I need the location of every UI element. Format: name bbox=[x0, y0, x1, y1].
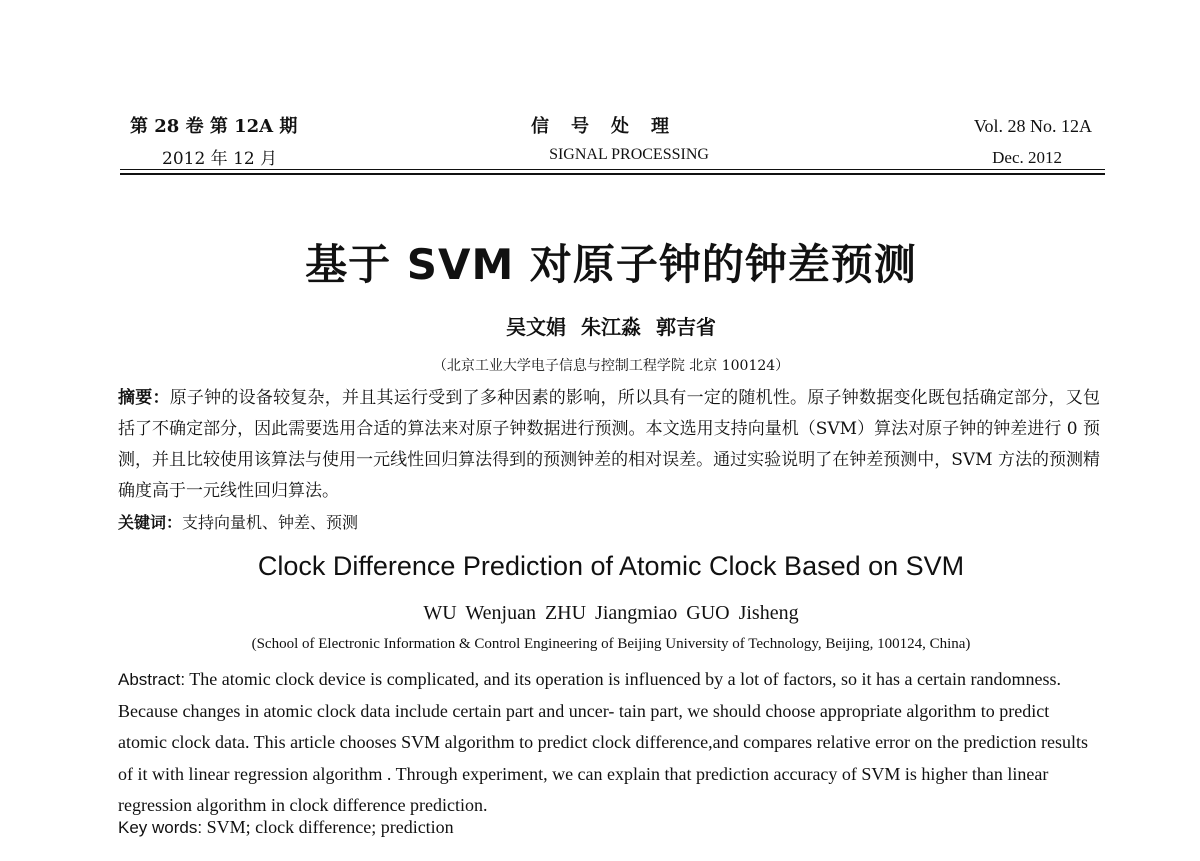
keywords-text-cn: 支持向量机、钟差、预测 bbox=[182, 513, 359, 532]
abstract-text-cn: 原子钟的设备较复杂，并且其运行受到了多种因素的影响，所以具有一定的随机性。原子钟数据变化既包括确定部分，又包括了不确定部分，因此需要选用合适的算法来对原子钟数据进行预测。本文选用支持向量机（SVM）算法对原子钟的钟差进行 0 预测，并且比较使用该算法与使用一元线性回归算法得到的预测钟差的相对误差。通过实验说明了在钟差预测中，SVM 方法的预测精确度高于一元线性回归算法。 bbox=[118, 388, 1101, 501]
keywords-label-en: Key words: bbox=[118, 818, 203, 837]
keywords-label-cn: 关键词： bbox=[118, 513, 183, 532]
keywords-text-en: SVM; clock difference; prediction bbox=[202, 817, 454, 837]
paper-title-en: Clock Difference Prediction of Atomic Clock Based on SVM bbox=[257, 551, 965, 581]
paper-title-cn: 基于 SVM 对原子钟的钟差预测 bbox=[305, 240, 917, 289]
keywords-cn bbox=[118, 510, 358, 533]
abstract-label-en: Abstract: bbox=[118, 670, 186, 689]
volume-issue-cn: 第 28 卷 第 12A 期 bbox=[130, 116, 298, 137]
authors-en: WU Wenjuan ZHU Jiangmiao GUO Jisheng bbox=[423, 602, 799, 624]
journal-title-cn: 信号处理 bbox=[531, 116, 691, 137]
date-cn: 2012 年 12 月 bbox=[162, 149, 278, 169]
abstract-label-cn: 摘要： bbox=[118, 388, 170, 408]
journal-title-en: SIGNAL PROCESSING bbox=[549, 146, 709, 163]
authors-cn: 吴文娟 朱江淼 郭吉省 bbox=[506, 315, 716, 339]
affiliation-cn: （北京工业大学电子信息与控制工程学院 北京 100124） bbox=[432, 358, 790, 374]
header-rule-thick bbox=[120, 173, 1105, 175]
date-en: Dec. 2012 bbox=[992, 148, 1062, 167]
abstract-en bbox=[118, 664, 1088, 822]
header-rule-thin bbox=[120, 169, 1105, 170]
abstract-text-en: The atomic clock device is complicated, and its operation is influenced by a lot of factors, so it has a certain randomness. Because changes in atomic clock data include certain part and uncer- tain part, we should choose appropriate algorithm to predict atomic clock data. This article chooses SVM algorithm to predict clock difference,and compares relative error on the prediction results of it with linear regression algorithm . Through experiment, we can explain that prediction accuracy of SVM is higher than linear regression algorithm in clock difference prediction. bbox=[118, 669, 1088, 815]
affiliation-en: (School of Electronic Information & Control Engineering of Beijing University of Technology, Beijing, 100124, China) bbox=[251, 636, 971, 652]
abstract-cn bbox=[118, 383, 1100, 507]
keywords-en bbox=[118, 817, 454, 838]
volume-issue-en: Vol. 28 No. 12A bbox=[973, 116, 1092, 136]
